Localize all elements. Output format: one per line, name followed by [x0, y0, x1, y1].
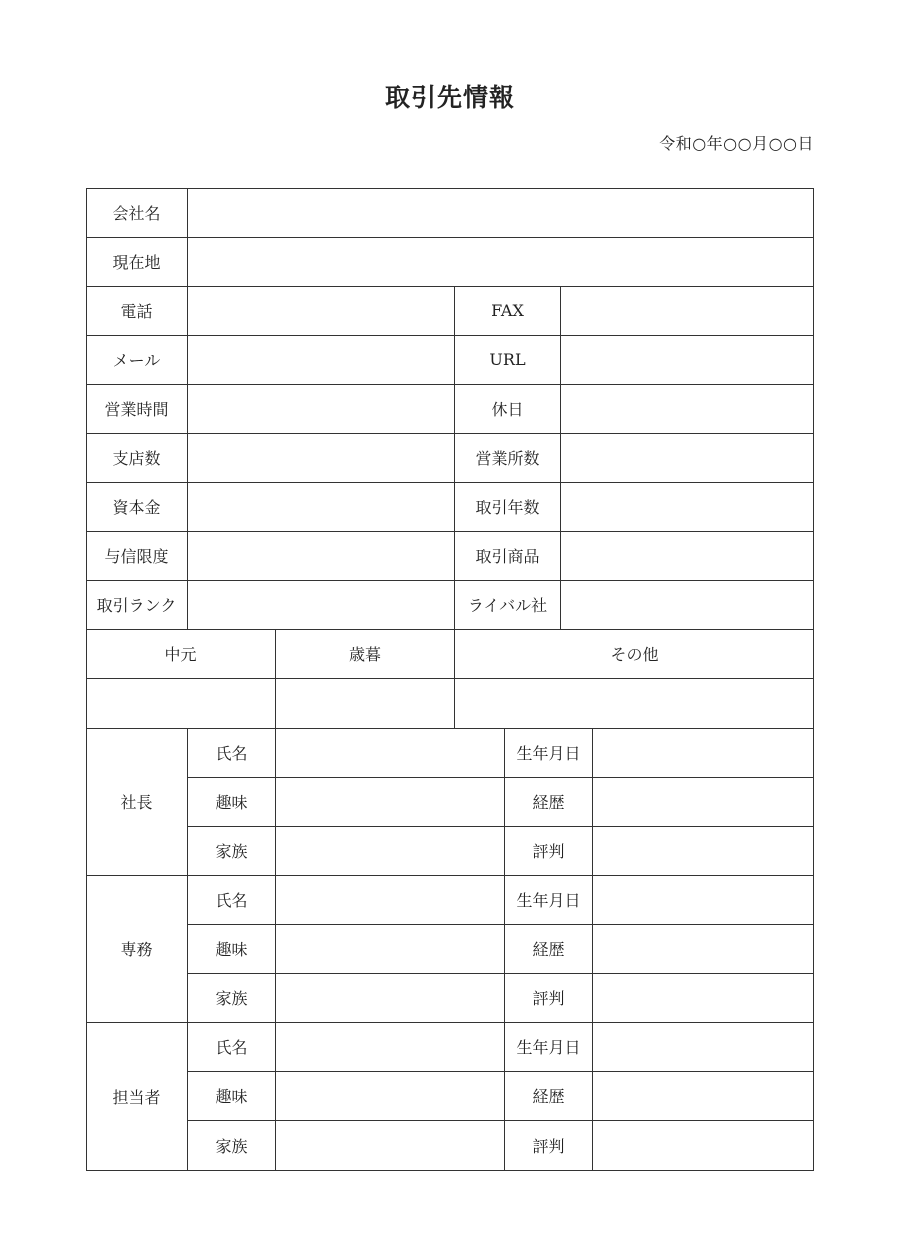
capital-field[interactable]: [188, 482, 454, 531]
hobby-label: 趣味: [215, 1087, 248, 1106]
name-label: 氏名: [215, 891, 248, 910]
contact-name-field[interactable]: [276, 1022, 504, 1071]
trade-years-label: 取引年数: [475, 498, 540, 517]
reputation-label: 評判: [532, 989, 565, 1008]
phone-label: 電話: [120, 302, 153, 321]
hobby-label: 趣味: [215, 940, 248, 959]
trade-years-field[interactable]: [561, 482, 814, 531]
email-field[interactable]: [188, 335, 454, 384]
address-label: 現在地: [112, 253, 161, 272]
president-hobby-field[interactable]: [276, 777, 504, 826]
gift-header-yearend: 歳暮: [348, 645, 381, 664]
fax-field[interactable]: [561, 286, 814, 335]
gift-header-other: その他: [610, 645, 659, 664]
document-date: 令和○年○○月○○日: [659, 134, 814, 153]
executive-reputation-field[interactable]: [593, 973, 814, 1022]
birthday-label: 生年月日: [516, 891, 581, 910]
fax-label: FAX: [491, 301, 524, 320]
executive-family-field[interactable]: [276, 973, 504, 1022]
document-title: 取引先情報: [384, 83, 515, 112]
president-career-field[interactable]: [593, 777, 814, 826]
executive-birthday-field[interactable]: [593, 875, 814, 924]
office-count-field[interactable]: [561, 433, 814, 482]
birthday-label: 生年月日: [516, 1038, 581, 1057]
trade-products-label: 取引商品: [475, 547, 540, 566]
gift-header-midyear: 中元: [164, 645, 197, 664]
birthday-label: 生年月日: [516, 744, 581, 763]
contact-career-field[interactable]: [593, 1071, 814, 1120]
person-role-executive: 専務: [120, 940, 153, 959]
name-label: 氏名: [215, 1038, 248, 1057]
person-role-contact: 担当者: [112, 1088, 161, 1107]
contact-birthday-field[interactable]: [593, 1022, 814, 1071]
branch-count-label: 支店数: [112, 449, 161, 468]
president-family-field[interactable]: [276, 826, 504, 875]
family-label: 家族: [215, 842, 248, 861]
career-label: 経歴: [532, 793, 565, 812]
hobby-label: 趣味: [215, 793, 248, 812]
contact-family-field[interactable]: [276, 1120, 504, 1171]
trade-products-field[interactable]: [561, 531, 814, 580]
president-reputation-field[interactable]: [593, 826, 814, 875]
credit-limit-field[interactable]: [188, 531, 454, 580]
url-field[interactable]: [561, 335, 814, 384]
executive-hobby-field[interactable]: [276, 924, 504, 973]
capital-label: 資本金: [112, 498, 161, 517]
gift-other-field[interactable]: [455, 678, 814, 728]
executive-career-field[interactable]: [593, 924, 814, 973]
office-count-label: 営業所数: [475, 449, 540, 468]
holidays-label: 休日: [491, 400, 524, 419]
client-info-form: [86, 188, 814, 1171]
business-hours-label: 営業時間: [104, 400, 169, 419]
contact-hobby-field[interactable]: [276, 1071, 504, 1120]
branch-count-field[interactable]: [188, 433, 454, 482]
business-hours-field[interactable]: [188, 384, 454, 433]
name-label: 氏名: [215, 744, 248, 763]
company-name-label: 会社名: [112, 204, 161, 223]
company-name-field[interactable]: [188, 188, 814, 237]
holidays-field[interactable]: [561, 384, 814, 433]
contact-reputation-field[interactable]: [593, 1120, 814, 1171]
credit-limit-label: 与信限度: [104, 547, 169, 566]
family-label: 家族: [215, 1137, 248, 1156]
person-role-president: 社長: [120, 793, 153, 812]
url-label: URL: [489, 350, 526, 369]
phone-field[interactable]: [188, 286, 454, 335]
email-label: メール: [112, 351, 161, 370]
president-name-field[interactable]: [276, 728, 504, 777]
gift-yearend-field[interactable]: [276, 678, 454, 728]
reputation-label: 評判: [532, 1137, 565, 1156]
executive-name-field[interactable]: [276, 875, 504, 924]
trade-rank-label: 取引ランク: [96, 596, 177, 615]
rivals-field[interactable]: [561, 580, 814, 629]
career-label: 経歴: [532, 1087, 565, 1106]
gift-midyear-field[interactable]: [86, 678, 275, 728]
career-label: 経歴: [532, 940, 565, 959]
president-birthday-field[interactable]: [593, 728, 814, 777]
reputation-label: 評判: [532, 842, 565, 861]
rivals-label: ライバル社: [467, 596, 548, 615]
trade-rank-field[interactable]: [188, 580, 454, 629]
address-field[interactable]: [188, 237, 814, 286]
family-label: 家族: [215, 989, 248, 1008]
